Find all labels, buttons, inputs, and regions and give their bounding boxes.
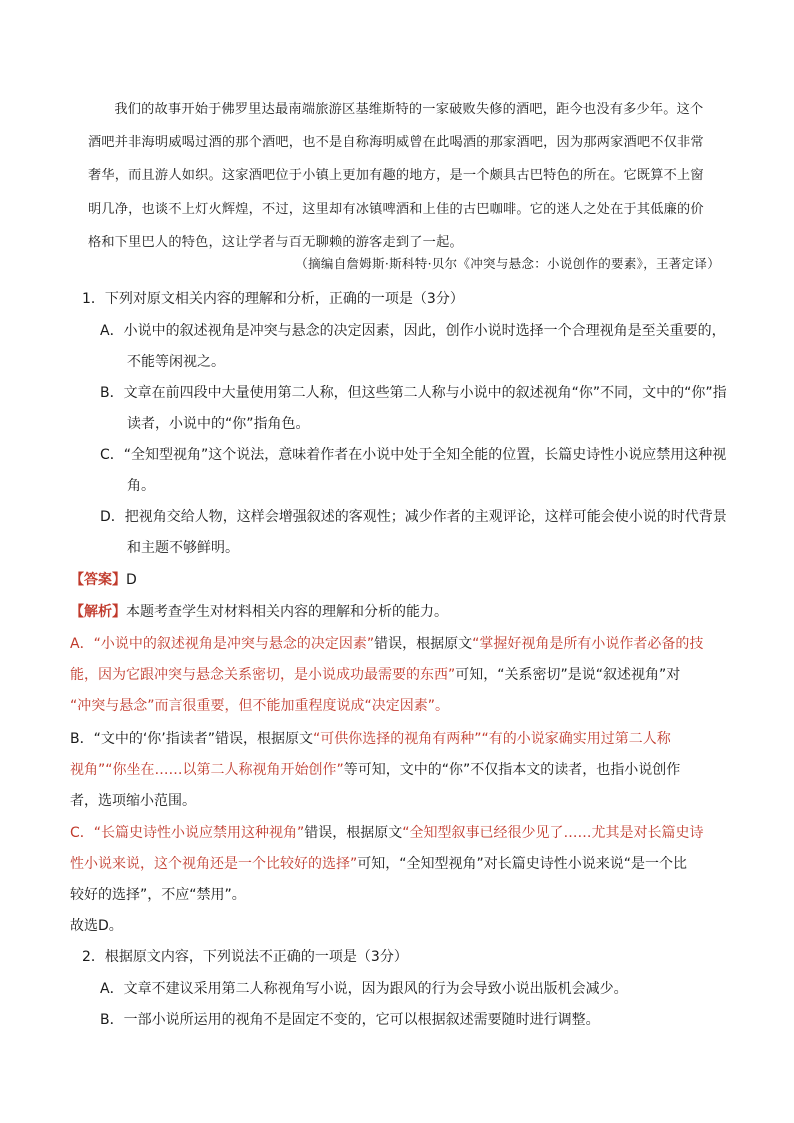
analysis-intro: 本题考查学生对材料相关内容的理解和分析的能力。 (126, 604, 448, 620)
passage-line-3: 奢华，而且游人如织。这家酒吧位于小镇上更加有趣的地方，是一个颇具古巴特色的所在。它既算不上窗 (88, 168, 704, 184)
passage-source: （摘编自詹姆斯·斯科特·贝尔《冲突与悬念：小说创作的要素》，王著定译） (295, 256, 720, 271)
passage-line-5: 格和下里巴人的特色，这让学者与百无聊赖的游客走到了一起。 (88, 234, 463, 250)
passage-line-4: 明几净，也谈不上灯火辉煌，不过，这里却有冰镇啤酒和上佳的古巴咖啡。它的迷人之处在于其低廉的价 (88, 201, 704, 217)
answer-value: D (126, 572, 137, 588)
q1-option-a-line1: A．小说中的叙述视角是冲突与悬念的决定因素，因此，创作小说时选择一个合理视角是至关重要的， (100, 323, 726, 339)
passage-line-1: 我们的故事开始于佛罗里达最南端旅游区基维斯特的一家破败失修的酒吧，距今也没有多少年。这个 (114, 102, 704, 117)
analysis-a-line3 (70, 695, 449, 715)
question-2-stem: 2．根据原文内容，下列说法不正确的一项是（3分） (82, 949, 408, 965)
analysis-b-source-quote-cont: 视角”“你坐在……以第二人称视角开始创作” (70, 762, 344, 778)
analysis-b-text-2: 等可知，文中的“你”不仅指本文的读者，也指小说创作 (343, 762, 681, 778)
analysis-b-conclusion: 者，选项缩小范围。 (70, 793, 196, 809)
answer-tag: 【答案】 (70, 572, 126, 588)
analysis-row (70, 601, 448, 621)
analysis-b-quote: B．“文中的‘你’指读者” (70, 731, 216, 747)
analysis-c-text-2: 可知，“全知型视角”对长篇史诗性小说来说“是一个比 (357, 856, 688, 872)
analysis-a-source-quote-cont: 能，因为它跟冲突与悬念关系密切，是小说成功最需要的东西” (70, 667, 456, 683)
q2-option-a: A．文章不建议采用第二人称视角写小说，因为跟风的行为会导致小说出版机会减少。 (100, 981, 628, 997)
analysis-b-line2 (70, 759, 680, 779)
answer-row (70, 569, 137, 589)
analysis-b-line1 (70, 728, 671, 748)
analysis-a-line1 (70, 633, 703, 653)
analysis-b-line3 (70, 790, 196, 810)
analysis-c-conclusion: 较好的选择”，不应“禁用”。 (70, 887, 246, 903)
final-choice: 故选D。 (70, 918, 123, 934)
analysis-a-line2 (70, 664, 680, 684)
analysis-c-line2 (70, 853, 687, 873)
analysis-a-text-2: 可知，“关系密切”是说“叙述视角”对 (455, 667, 681, 683)
q1-option-c-line1: C．“全知型视角”这个说法，意味着作者在小说中处于全知全能的位置，长篇史诗性小说应禁用这种视 (100, 447, 727, 463)
analysis-a-quote: A．“小说中的叙述视角是冲突与悬念的决定因素” (70, 636, 375, 652)
passage-line-2: 酒吧并非海明威喝过酒的那个酒吧，也不是自称海明威曾在此喝酒的那家酒吧，因为那两家酒吧不仅非常 (88, 135, 704, 151)
reading-passage (88, 93, 718, 259)
q1-option-d-line2: 和主题不够鲜明。 (127, 540, 239, 556)
analysis-tag: 【解析】 (70, 604, 126, 620)
analysis-b-text: 错误，根据原文 (215, 731, 314, 747)
analysis-a-conclusion: “冲突与悬念”而言很重要，但不能加重程度说成“决定因素”。 (70, 698, 450, 714)
analysis-b-source-quote: “可供你选择的视角有两种”“有的小说家确实用过第二人称 (313, 731, 671, 747)
q2-option-b: B．一部小说所运用的视角不是固定不变的，它可以根据叙述需要随时进行调整。 (100, 1012, 600, 1028)
q1-option-b-line1: B．文章在前四段中大量使用第二人称，但这些第二人称与小说中的叙述视角“你”不同，文中的“你”指 (100, 385, 727, 401)
analysis-a-source-quote: “掌握好视角是所有小说作者必备的技 (472, 636, 704, 652)
analysis-c-source-quote: “全知型叙事已经很少见了……尤其是对长篇史诗 (402, 825, 704, 841)
question-1-stem: 1．下列对原文相关内容的理解和分析，正确的一项是（3分） (82, 291, 464, 307)
q1-option-c-line2: 角。 (127, 478, 155, 494)
analysis-c-quote: C．“长篇史诗性小说应禁用这种视角” (70, 825, 305, 841)
analysis-a-text: 错误，根据原文 (374, 636, 473, 652)
analysis-c-line3 (70, 884, 246, 904)
q1-option-a-line2: 不能等闲视之。 (127, 354, 225, 370)
q1-option-b-line2: 读者，小说中的“你”指角色。 (127, 416, 310, 432)
q1-option-d-line1: D．把视角交给人物，这样会增强叙述的客观性；减少作者的主观评论，这样可能会使小说的时代背景 (100, 509, 727, 525)
analysis-c-line1 (70, 822, 704, 842)
analysis-c-text: 错误，根据原文 (304, 825, 403, 841)
analysis-c-source-quote-cont: 性小说来说，这个视角还是一个比较好的选择” (70, 856, 358, 872)
